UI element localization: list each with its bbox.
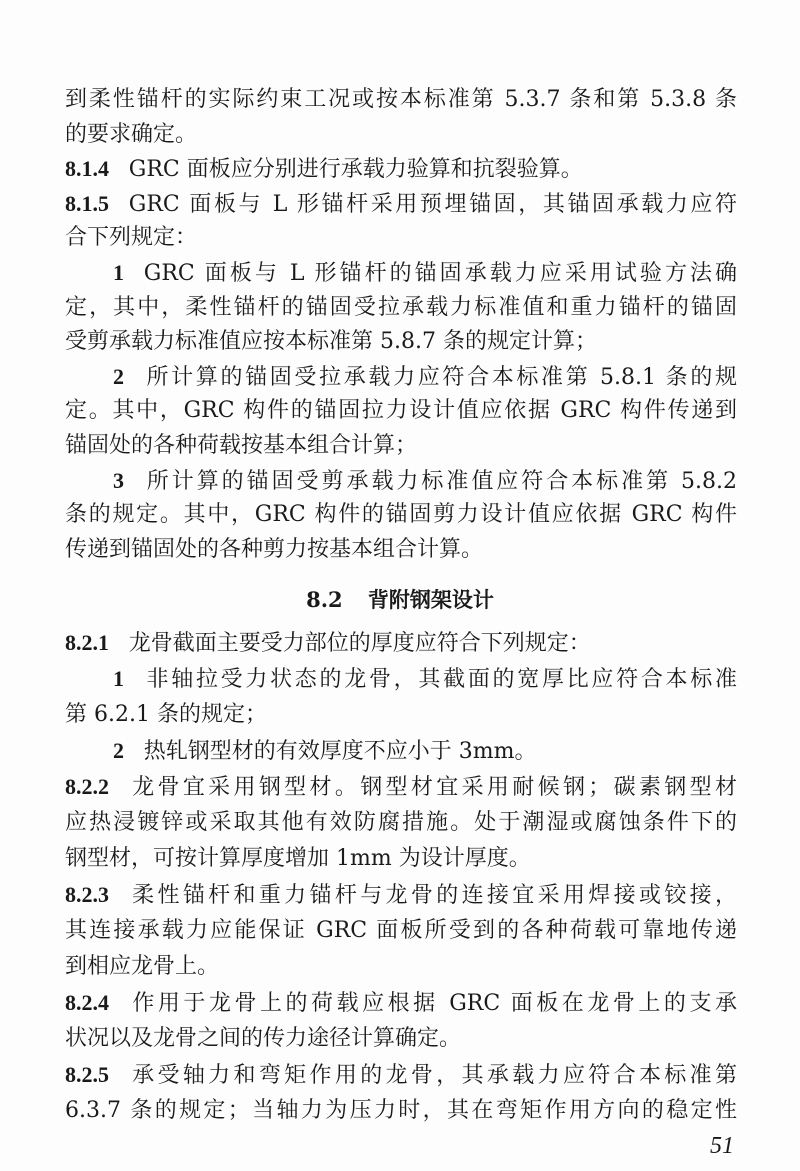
clause-number: 1	[113, 260, 124, 285]
text-line	[65, 394, 737, 428]
clause-line	[65, 878, 737, 912]
clause-line	[65, 1058, 737, 1092]
line-text: 合下列规定：	[65, 225, 198, 251]
clause-number: 1	[113, 666, 124, 691]
line-text: 作用于龙骨上的荷载应根据 GRC 面板在龙骨上的支承	[128, 991, 737, 1016]
line-text: 所计算的锚固受拉承载力应符合本标准第 5.8.1 条的规	[143, 364, 737, 390]
line-text: 状况以及龙骨之间的传力途径计算确定。	[65, 1026, 462, 1051]
text-line	[65, 914, 737, 948]
line-text: 6.3.7 条的规定；当轴力为压力时，其在弯矩作用方向的稳定性	[65, 1098, 737, 1123]
clause-line	[113, 662, 737, 696]
text-line	[65, 698, 737, 732]
line-text: GRC 面板应分别进行承载力验算和抗裂验算。	[128, 157, 583, 183]
line-text: 钢型材，可按计算厚度增加 1mm 为设计厚度。	[65, 846, 531, 871]
clause-line	[113, 360, 737, 394]
text-line	[65, 429, 737, 463]
clause-line	[65, 626, 737, 660]
text-line	[65, 291, 737, 325]
line-text: 其连接承载力应能保证 GRC 面板所受到的各种荷载可靠地传递	[65, 918, 737, 943]
clause-line	[65, 986, 737, 1020]
line-text: 受剪承载力标准值应按本标准第 5.8.7 条的规定计算；	[65, 329, 597, 355]
clause-number: 8.2.4	[65, 990, 109, 1015]
line-text: GRC 面板与 L 形锚杆的锚固承载力应采用试验方法确	[143, 261, 737, 286]
text-line	[65, 842, 737, 876]
clause-number: 8.2.3	[65, 882, 109, 907]
clause-line	[65, 770, 737, 804]
clause-number: 8.2.1	[65, 630, 109, 655]
section-heading-title: 背附钢架设计	[367, 587, 494, 612]
text-line	[65, 1022, 737, 1056]
text-line	[65, 325, 737, 359]
line-text: 龙骨宜采用钢型材。钢型材宜采用耐候钢；碳素钢型材	[128, 775, 737, 800]
line-text: 第 6.2.1 条的规定；	[65, 702, 267, 727]
line-text: 应热浸镀锌或采取其他有效防腐措施。处于潮湿或腐蚀条件下的	[65, 810, 737, 835]
line-text: 非轴拉受力状态的龙骨，其截面的宽厚比应符合本标准	[143, 667, 737, 692]
text-line	[65, 83, 737, 117]
line-text: 锚固处的各种荷载按基本组合计算；	[65, 433, 418, 458]
clause-line	[113, 734, 737, 768]
line-text: GRC 面板与 L 形锚杆采用预埋锚固，其锚固承载力应符	[128, 191, 737, 217]
line-text: 到相应龙骨上。	[65, 954, 220, 979]
clause-line	[113, 464, 737, 498]
line-text: 热轧钢型材的有效厚度不应小于 3mm。	[143, 739, 537, 764]
clause-line	[113, 256, 737, 290]
text-line	[65, 806, 737, 840]
section-heading-number: 8.2	[306, 587, 343, 612]
text-line	[65, 533, 737, 567]
clause-line	[65, 152, 737, 186]
line-text: 的要求确定。	[65, 121, 198, 147]
clause-number: 2	[113, 738, 124, 763]
page-number: 51	[710, 1133, 734, 1159]
clause-number: 3	[113, 467, 124, 493]
text-line	[65, 498, 737, 532]
section-heading	[0, 583, 800, 617]
line-text: 条的规定。其中，GRC 构件的锚固剪力设计值应依据 GRC 构件	[65, 502, 737, 528]
clause-number: 8.1.5	[65, 190, 109, 216]
clause-number: 8.2.2	[65, 774, 109, 799]
clause-number: 8.1.4	[65, 156, 109, 182]
line-text: 龙骨截面主要受力部位的厚度应符合下列规定：	[128, 631, 591, 656]
text-line	[65, 950, 737, 984]
text-line	[65, 1094, 737, 1128]
line-text: 定，其中，柔性锚杆的锚固受拉承载力标准值和重力锚杆的锚固	[65, 294, 737, 320]
clause-number: 2	[113, 363, 124, 389]
line-text: 所计算的锚固受剪承载力标准值应符合本标准第 5.8.2	[143, 468, 737, 494]
text-line	[65, 221, 737, 255]
line-text: 定。其中，GRC 构件的锚固拉力设计值应依据 GRC 构件传递到	[65, 398, 737, 424]
clause-number: 8.2.5	[65, 1062, 109, 1087]
line-text: 到柔性锚杆的实际约束工况或按本标准第 5.3.7 条和第 5.3.8 条	[65, 87, 737, 112]
clause-line	[65, 187, 737, 221]
line-text: 传递到锚固处的各种剪力按基本组合计算。	[65, 536, 484, 562]
line-text: 承受轴力和弯矩作用的龙骨，其承载力应符合本标准第	[128, 1063, 737, 1088]
line-text: 柔性锚杆和重力锚杆与龙骨的连接宜采用焊接或铰接，	[128, 883, 737, 908]
text-line	[65, 118, 737, 152]
